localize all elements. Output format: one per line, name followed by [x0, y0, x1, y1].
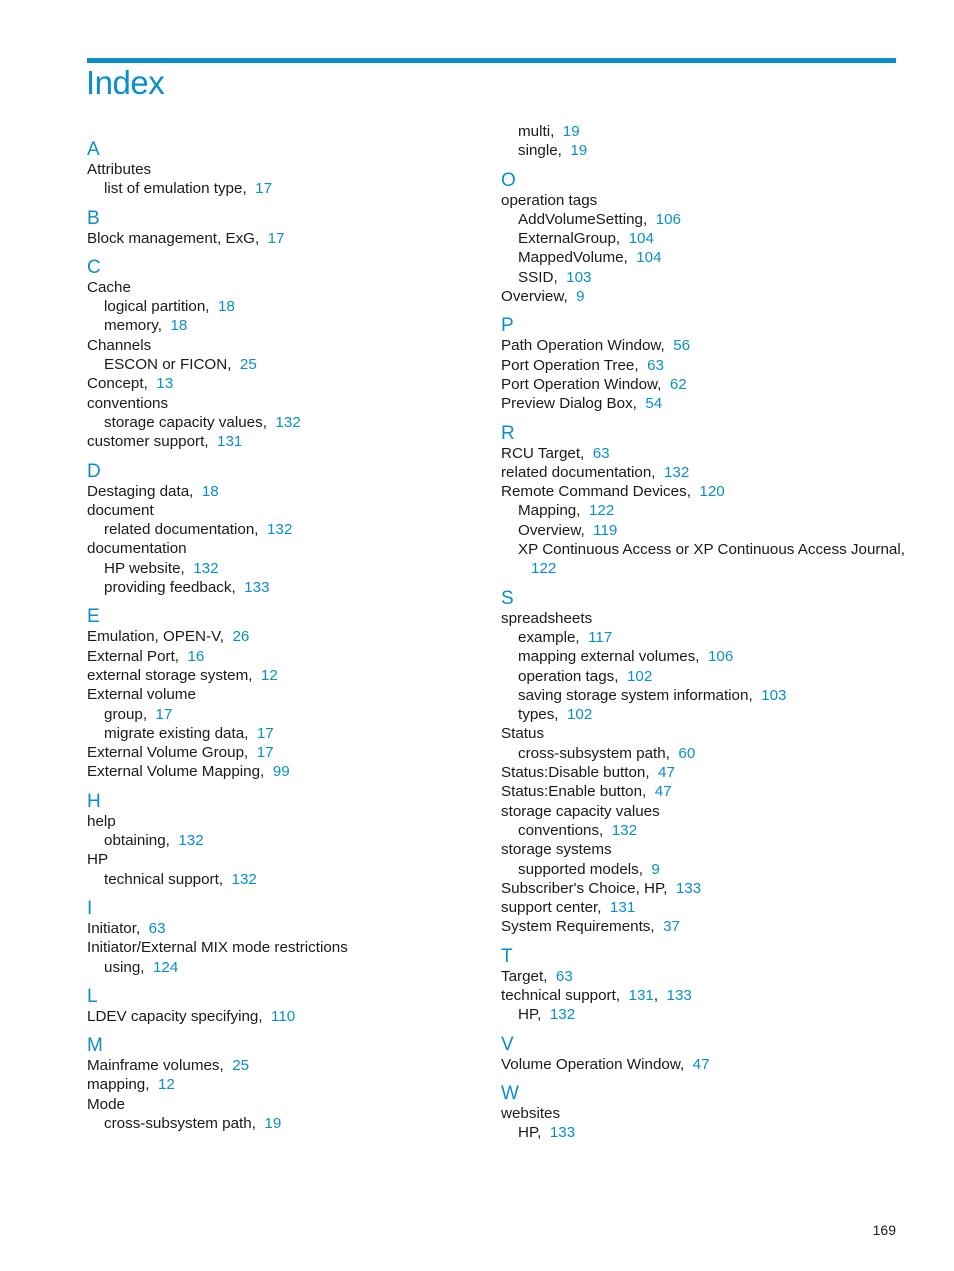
index-term: Destaging data,: [87, 482, 194, 500]
index-term: ExternalGroup,: [518, 230, 621, 248]
index-entry: [87, 850, 487, 869]
page-link[interactable]: 62: [669, 375, 687, 393]
page-link[interactable]: 9: [651, 860, 660, 878]
section-letter: C: [87, 256, 101, 278]
index-entry: [501, 860, 901, 879]
index-term: storage capacity values: [501, 802, 660, 820]
index-term: supported models,: [518, 860, 643, 878]
page-title: Index: [86, 64, 165, 101]
index-section: [87, 607, 487, 781]
page-link[interactable]: 56: [673, 337, 691, 355]
index-term: multi,: [518, 123, 555, 140]
page-link[interactable]: 19: [562, 123, 580, 140]
index-term: using,: [104, 958, 145, 976]
index-entry: [501, 1104, 901, 1123]
index-term: Port Operation Window,: [501, 375, 662, 393]
index-term: logical partition,: [104, 298, 210, 316]
page-link[interactable]: 104: [628, 230, 654, 248]
index-term: cross-subsystem path,: [518, 744, 670, 762]
index-entry: [87, 705, 487, 724]
index-continuation: [501, 122, 901, 161]
index-entry: [501, 394, 901, 413]
index-term: websites: [501, 1104, 561, 1122]
index-entry: [87, 724, 487, 743]
page-link[interactable]: 103: [761, 686, 787, 704]
page-link[interactable]: 131: [217, 433, 243, 451]
index-entry: [501, 628, 901, 647]
page-link[interactable]: 47: [654, 783, 672, 801]
section-letter: H: [87, 790, 101, 812]
index-section: [501, 947, 901, 1025]
page-number: 169: [872, 1222, 896, 1238]
index-section: [501, 316, 901, 413]
index-entry: [501, 821, 901, 840]
index-entry: [501, 879, 901, 898]
index-term: documentation: [87, 540, 187, 558]
index-section: [501, 589, 901, 937]
page-link[interactable]: 120: [699, 483, 725, 501]
page-link[interactable]: 60: [678, 744, 696, 762]
index-entry: [501, 122, 901, 141]
index-entry: [87, 1075, 487, 1094]
index-entry: [501, 1123, 901, 1142]
index-term: Status:Enable button,: [501, 783, 647, 801]
index-entry: [501, 647, 901, 666]
index-term: External Port,: [87, 647, 180, 665]
page-link[interactable]: 133: [675, 879, 702, 897]
header-rule: [87, 58, 896, 63]
page-link[interactable]: 131: [628, 986, 654, 1004]
index-term: mapping,: [87, 1076, 150, 1094]
page-link[interactable]: 18: [201, 482, 219, 500]
index-term: group,: [104, 705, 148, 723]
section-letter: T: [501, 945, 513, 967]
index-entry: [87, 336, 487, 355]
index-term: migrate existing data,: [104, 724, 249, 742]
index-term: Port Operation Tree,: [501, 356, 639, 374]
index-term: related documentation,: [104, 521, 259, 539]
index-term: spreadsheets: [501, 609, 593, 627]
index-entry: [87, 1114, 487, 1133]
index-entry: [87, 831, 487, 850]
index-entry: [87, 482, 487, 501]
index-entry: [501, 540, 905, 559]
page-link[interactable]: 133: [666, 986, 692, 1004]
index-term: Mainframe volumes,: [87, 1057, 224, 1075]
index-entry: [501, 840, 901, 859]
index-term: Initiator/External MIX mode restrictions: [87, 939, 348, 957]
page-link[interactable]: 104: [636, 249, 662, 267]
index-entry: [87, 432, 487, 451]
index-term: Remote Command Devices,: [501, 483, 691, 501]
index-term: Status: [501, 725, 545, 743]
page-link[interactable]: 25: [239, 356, 257, 374]
index-entry: [87, 160, 487, 179]
index-entry: [501, 1055, 901, 1074]
page-link[interactable]: 19: [570, 142, 588, 160]
section-letter: L: [87, 985, 98, 1007]
index-entry: [87, 812, 487, 831]
index-term: External volume: [87, 686, 196, 704]
page-link[interactable]: 119: [593, 521, 618, 539]
index-entry: [87, 520, 487, 539]
section-letter: W: [501, 1082, 519, 1104]
page-link[interactable]: 9: [576, 288, 585, 306]
section-letter: E: [87, 606, 100, 628]
page-link[interactable]: 133: [244, 579, 270, 597]
index-entry: [87, 870, 487, 889]
page-link[interactable]: 17: [255, 180, 273, 198]
index-term: technical support,: [104, 870, 224, 888]
page-link[interactable]: 124: [152, 958, 179, 976]
page-link[interactable]: 47: [692, 1055, 710, 1073]
index-term: Preview Dialog Box,: [501, 395, 637, 413]
index-term: Concept,: [87, 375, 148, 393]
page-link[interactable]: 47: [658, 764, 675, 782]
index-entry: [87, 316, 487, 335]
index-entry: [501, 705, 901, 724]
page-link[interactable]: 63: [555, 967, 573, 985]
index-section: [501, 171, 901, 307]
section-letter: R: [501, 422, 515, 444]
index-term: list of emulation type,: [104, 180, 247, 198]
page-link[interactable]: 117: [588, 628, 613, 646]
index-term: Initiator,: [87, 919, 141, 937]
page-link[interactable]: 132: [549, 1006, 576, 1024]
index-term: cross-subsystem path,: [104, 1114, 256, 1132]
index-term: External Volume Mapping,: [87, 763, 265, 781]
index-entry: [501, 191, 901, 210]
index-entry: [501, 336, 901, 355]
index-entry: [501, 967, 901, 986]
index-term: technical support,: [501, 986, 621, 1004]
page-link[interactable]: 17: [267, 229, 285, 247]
index-entry: [501, 356, 901, 375]
index-entry: [87, 578, 487, 597]
page-link[interactable]: 102: [566, 706, 593, 724]
index-term: Attributes: [87, 161, 152, 178]
index-section: [87, 792, 487, 889]
page-link[interactable]: 63: [647, 356, 664, 374]
index-entry: [501, 482, 901, 501]
index-section: [87, 258, 487, 452]
index-term: memory,: [104, 317, 162, 335]
section-letter: A: [87, 139, 100, 160]
section-letter: V: [501, 1033, 514, 1055]
index-term: related documentation,: [501, 463, 656, 481]
index-section: [87, 209, 487, 248]
index-term: Path Operation Window,: [501, 337, 665, 355]
index-term: LDEV capacity specifying,: [87, 1007, 263, 1025]
index-term: saving storage system information,: [518, 686, 753, 704]
index-entry: [87, 413, 487, 432]
index-entry: [501, 917, 901, 936]
page-link[interactable]: 17: [155, 705, 173, 723]
page-link[interactable]: 18: [217, 298, 235, 316]
section-letter: I: [87, 897, 93, 919]
page-link[interactable]: 110: [271, 1007, 296, 1025]
index-entry: [501, 1005, 901, 1024]
index-term: Mapping,: [518, 502, 581, 520]
index-entry: [87, 938, 487, 957]
page-link[interactable]: 16: [187, 647, 205, 665]
index-term: customer support,: [87, 433, 209, 451]
index-entry: [501, 763, 901, 782]
page-link[interactable]: 13: [156, 375, 174, 393]
index-entry: [87, 1095, 487, 1114]
index-entry: [501, 287, 901, 306]
index-entry: [501, 521, 901, 540]
index-entry: [501, 686, 901, 705]
index-term: providing feedback,: [104, 579, 236, 597]
page-link[interactable]: 122: [531, 560, 557, 578]
index-entry: [501, 375, 901, 394]
index-term: SSID,: [518, 268, 558, 286]
index-term: HP,: [518, 1006, 542, 1024]
index-entry: [501, 229, 901, 248]
index-entry: [87, 179, 487, 198]
index-term: document: [87, 501, 154, 519]
index-term: XP Continuous Access or XP Continuous Access Journal,: [518, 541, 905, 559]
page-link[interactable]: 12: [260, 666, 278, 684]
page-link[interactable]: 132: [178, 832, 204, 850]
index-term: storage capacity values,: [104, 413, 267, 431]
index-entry: [501, 609, 901, 628]
page-link[interactable]: 122: [588, 502, 615, 520]
index-section: [501, 1084, 901, 1143]
page-link[interactable]: 132: [663, 463, 690, 481]
index-entry: [501, 444, 901, 463]
index-section: [87, 462, 487, 598]
index-term: HP,: [518, 1124, 542, 1142]
index-term: HP website,: [104, 559, 185, 577]
index-entry: [87, 627, 487, 646]
index-entry: [501, 248, 901, 267]
index-entry: [501, 744, 901, 763]
index-entry: [87, 1007, 487, 1026]
index-term: support center,: [501, 899, 602, 917]
index-term: ESCON or FICON,: [104, 356, 232, 374]
index-term: types,: [518, 706, 559, 724]
index-entry: [87, 355, 487, 374]
index-entry: [501, 268, 901, 287]
index-entry: [87, 685, 487, 704]
index-entry: [87, 394, 487, 413]
index-entry: [87, 1056, 487, 1075]
index-term: Target,: [501, 967, 548, 985]
index-term: Cache: [87, 278, 131, 296]
index-term: Status:Disable button,: [501, 764, 650, 782]
index-entry: technical support, 131, 133: [501, 986, 692, 1004]
section-letter: D: [87, 460, 101, 482]
index-entry: [501, 210, 901, 229]
index-term: help: [87, 812, 116, 830]
index-term: Volume Operation Window,: [501, 1055, 685, 1073]
page-link[interactable]: 131: [609, 899, 636, 917]
index-entry: [87, 539, 487, 558]
page-link[interactable]: 132: [231, 870, 257, 888]
page-link[interactable]: 25: [232, 1057, 250, 1075]
index-entry: [501, 802, 901, 821]
index-term: storage systems: [501, 841, 612, 859]
index-entry: [501, 501, 901, 520]
page-link[interactable]: 133: [549, 1124, 576, 1142]
index-entry: [501, 782, 901, 801]
page-link[interactable]: 17: [256, 744, 274, 762]
index-entry: [87, 666, 487, 685]
index-entry: [87, 501, 487, 520]
page-link[interactable]: 17: [256, 724, 274, 742]
index-entry: [87, 278, 487, 297]
index-entry: [501, 724, 901, 743]
index-term: conventions: [87, 394, 169, 412]
page-link[interactable]: 18: [170, 317, 188, 335]
page-link[interactable]: 106: [707, 648, 734, 666]
index-term: external storage system,: [87, 666, 253, 684]
index-section: [87, 140, 487, 199]
index-section: [501, 1035, 901, 1074]
section-letter: O: [501, 169, 516, 191]
index-term: conventions,: [518, 821, 604, 839]
index-section: [87, 899, 487, 977]
page-link[interactable]: 19: [264, 1114, 282, 1132]
index-term: mapping external volumes,: [518, 648, 700, 666]
index-term: operation tags: [501, 191, 598, 209]
section-letter: S: [501, 587, 514, 609]
index-entry: [501, 898, 901, 917]
index-term: System Requirements,: [501, 918, 655, 936]
index-column-left: [87, 140, 487, 1143]
index-term: HP: [87, 851, 109, 869]
index-term: example,: [518, 628, 580, 646]
index-entry: [87, 647, 487, 666]
index-term: obtaining,: [104, 832, 170, 850]
index-section: [87, 1036, 487, 1133]
page-link[interactable]: 37: [663, 918, 680, 936]
page-link[interactable]: 54: [645, 395, 663, 413]
index-section: [501, 422, 905, 579]
index-term: RCU Target,: [501, 444, 585, 462]
section-letter: M: [87, 1035, 103, 1057]
page-link[interactable]: 63: [592, 444, 610, 462]
page-link[interactable]: 26: [232, 628, 250, 646]
index-entry: [87, 229, 487, 248]
page-link[interactable]: 132: [266, 521, 293, 539]
index-entry: [87, 762, 487, 781]
page-link[interactable]: 132: [275, 413, 301, 431]
index-term: Subscriber's Choice, HP,: [501, 879, 668, 897]
page-link[interactable]: 132: [611, 821, 638, 839]
section-letter: B: [87, 207, 100, 229]
index-term: Emulation, OPEN-V,: [87, 628, 225, 646]
index-entry: [501, 559, 901, 578]
index-term: Block management, ExG,: [87, 229, 260, 247]
page-link[interactable]: 12: [157, 1076, 175, 1094]
page-link[interactable]: 99: [272, 763, 290, 781]
page-link[interactable]: 106: [655, 210, 681, 228]
index-entry: [501, 463, 901, 482]
index-term: single,: [518, 142, 562, 160]
page-link[interactable]: 103: [566, 268, 592, 286]
index-entry: [501, 141, 901, 160]
index-term: Mode: [87, 1095, 125, 1113]
index-entry: [87, 374, 487, 393]
index-term: External Volume Group,: [87, 744, 249, 762]
index-term: Overview,: [518, 521, 585, 539]
index-term: Overview,: [501, 288, 568, 306]
index-term: operation tags,: [518, 667, 619, 685]
page-link[interactable]: 63: [148, 919, 166, 937]
page-link[interactable]: 132: [193, 559, 219, 577]
index-entry: [87, 958, 487, 977]
index-term: AddVolumeSetting,: [518, 210, 648, 228]
index-entry: [87, 919, 487, 938]
index-entry: [87, 559, 487, 578]
index-column-right: [501, 122, 905, 1152]
index-entry: [87, 297, 487, 316]
page-link[interactable]: 102: [626, 667, 653, 685]
section-letter: P: [501, 315, 514, 337]
index-term: Channels: [87, 336, 152, 354]
index-entry: [87, 743, 487, 762]
index-entry: [501, 667, 901, 686]
index-term: MappedVolume,: [518, 249, 628, 267]
index-section: [87, 987, 487, 1026]
